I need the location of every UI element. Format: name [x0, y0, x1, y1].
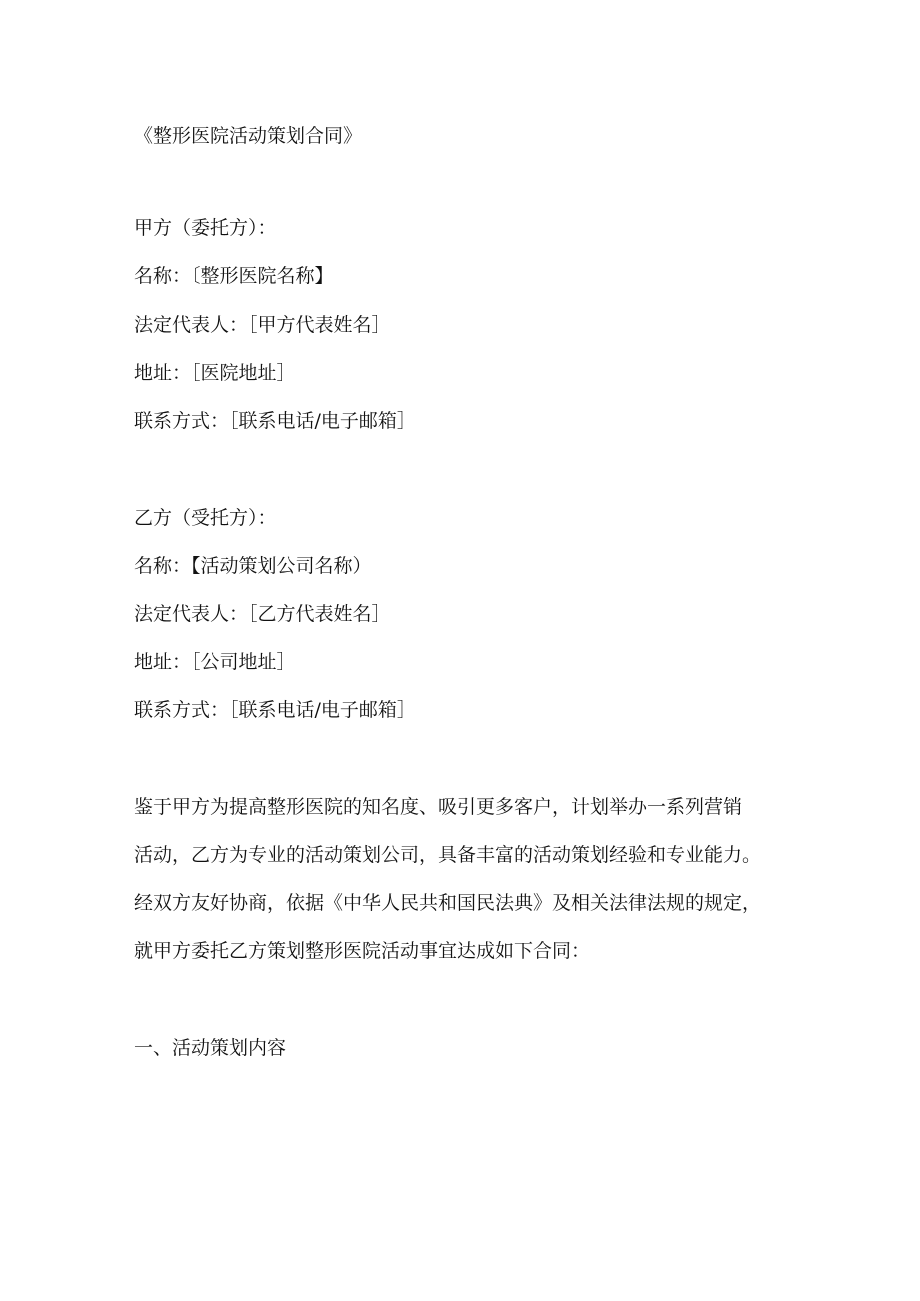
party-a-representative: 法定代表人：［甲方代表姓名］: [134, 314, 391, 336]
document-title: 《整形医院活动策划合同》: [134, 125, 363, 147]
party-b-representative: 法定代表人：［乙方代表姓名］: [134, 603, 391, 625]
party-b-heading: 乙方（受托方）：: [134, 507, 277, 529]
party-b-address: 地址：［公司地址］: [134, 651, 296, 673]
preamble-paragraph: [134, 795, 794, 987]
preamble-line: 经双方友好协商，依据《中华人民共和国民法典》及相关法律法规的规定，: [134, 892, 762, 914]
preamble-line: 活动，乙方为专业的活动策划公司，具备丰富的活动策划经验和专业能力。: [134, 844, 762, 866]
party-b-contact: 联系方式：［联系电话/电子邮箱］: [134, 699, 416, 721]
party-a-contact: 联系方式：［联系电话/电子邮箱］: [134, 410, 416, 432]
party-a-name: 名称：〔整形医院名称】: [134, 265, 334, 287]
party-b-name: 名称：【活动策划公司名称）: [134, 555, 372, 577]
section-1-heading: 一、活动策划内容: [134, 1037, 287, 1059]
preamble-line: 鉴于甲方为提高整形医院的知名度、吸引更多客户，计划举办一系列营销: [134, 796, 743, 818]
party-a-heading: 甲方（委托方）：: [134, 217, 277, 239]
preamble-line: 就甲方委托乙方策划整形医院活动事宜达成如下合同：: [134, 940, 591, 962]
party-a-address: 地址：［医院地址］: [134, 362, 296, 384]
